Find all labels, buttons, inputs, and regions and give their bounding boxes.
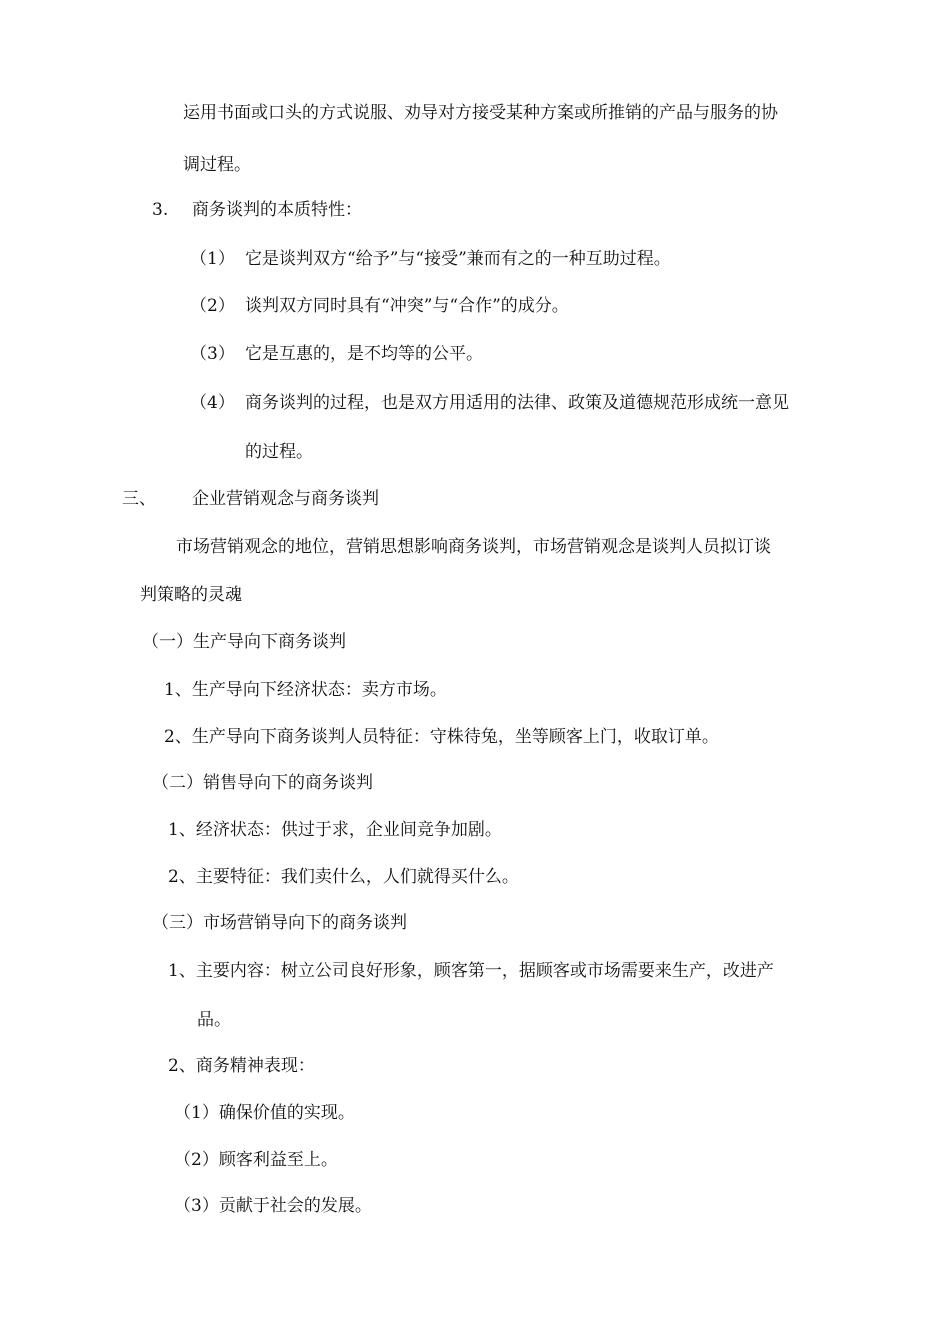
sub-number: （1） — [190, 249, 235, 269]
sub-list-item: （3）贡献于社会的发展。 — [174, 1196, 372, 1216]
sub-text: 它是谈判双方“给予”与“接受”兼而有之的一种互助过程。 — [245, 249, 671, 269]
section-title: 企业营销观念与商务谈判 — [192, 489, 379, 509]
sub-number: （2） — [190, 296, 235, 316]
sub-list-item: （1）确保价值的实现。 — [174, 1103, 355, 1123]
list-item: 2、生产导向下商务谈判人员特征：守株待兔，坐等顾客上门，收取订单。 — [164, 727, 719, 747]
sub-number: （4） — [190, 393, 235, 413]
sub-number: （3） — [190, 344, 235, 364]
paragraph-line: 调过程。 — [183, 155, 251, 175]
sub-item-1 — [190, 247, 671, 271]
paragraph-line: 判策略的灵魂 — [140, 585, 242, 605]
list-item: 1、主要内容：树立公司良好形象，顾客第一，据顾客或市场需要来生产，改进产 — [168, 961, 774, 981]
section-heading — [122, 487, 379, 511]
sub-text: 谈判双方同时具有“冲突”与“合作”的成分。 — [245, 296, 569, 316]
paragraph-line: 运用书面或口头的方式说服、劝导对方接受某种方案或所推销的产品与服务的协 — [183, 103, 778, 123]
sub-list-item: （2）顾客利益至上。 — [174, 1150, 338, 1170]
list-number: 3. — [152, 200, 169, 220]
sub-item-2 — [190, 294, 569, 318]
sub-item-4 — [190, 391, 789, 415]
sub-item-3 — [190, 342, 483, 366]
subsection-heading: （二）销售导向下的商务谈判 — [152, 773, 373, 793]
section-number: 三、 — [122, 489, 156, 509]
list-item-continuation: 品。 — [197, 1010, 231, 1030]
list-item-3 — [152, 198, 362, 222]
subsection-heading: （三）市场营销导向下的商务谈判 — [152, 913, 407, 933]
sub-text: 它是互惠的，是不均等的公平。 — [245, 344, 483, 364]
list-item: 2、商务精神表现： — [168, 1056, 315, 1076]
paragraph-line: 市场营销观念的地位，营销思想影响商务谈判，市场营销观念是谈判人员拟订谈 — [176, 537, 771, 557]
sub-text: 商务谈判的过程，也是双方用适用的法律、政策及道德规范形成统一意见 — [245, 393, 789, 413]
list-item: 1、经济状态：供过于求，企业间竞争加剧。 — [168, 820, 502, 840]
list-item: 2、主要特征：我们卖什么，人们就得买什么。 — [168, 867, 519, 887]
list-item: 1、生产导向下经济状态：卖方市场。 — [164, 680, 447, 700]
list-text: 商务谈判的本质特性： — [192, 200, 362, 220]
subsection-heading: （一）生产导向下商务谈判 — [142, 632, 346, 652]
sub-item-4-continuation: 的过程。 — [245, 442, 313, 462]
